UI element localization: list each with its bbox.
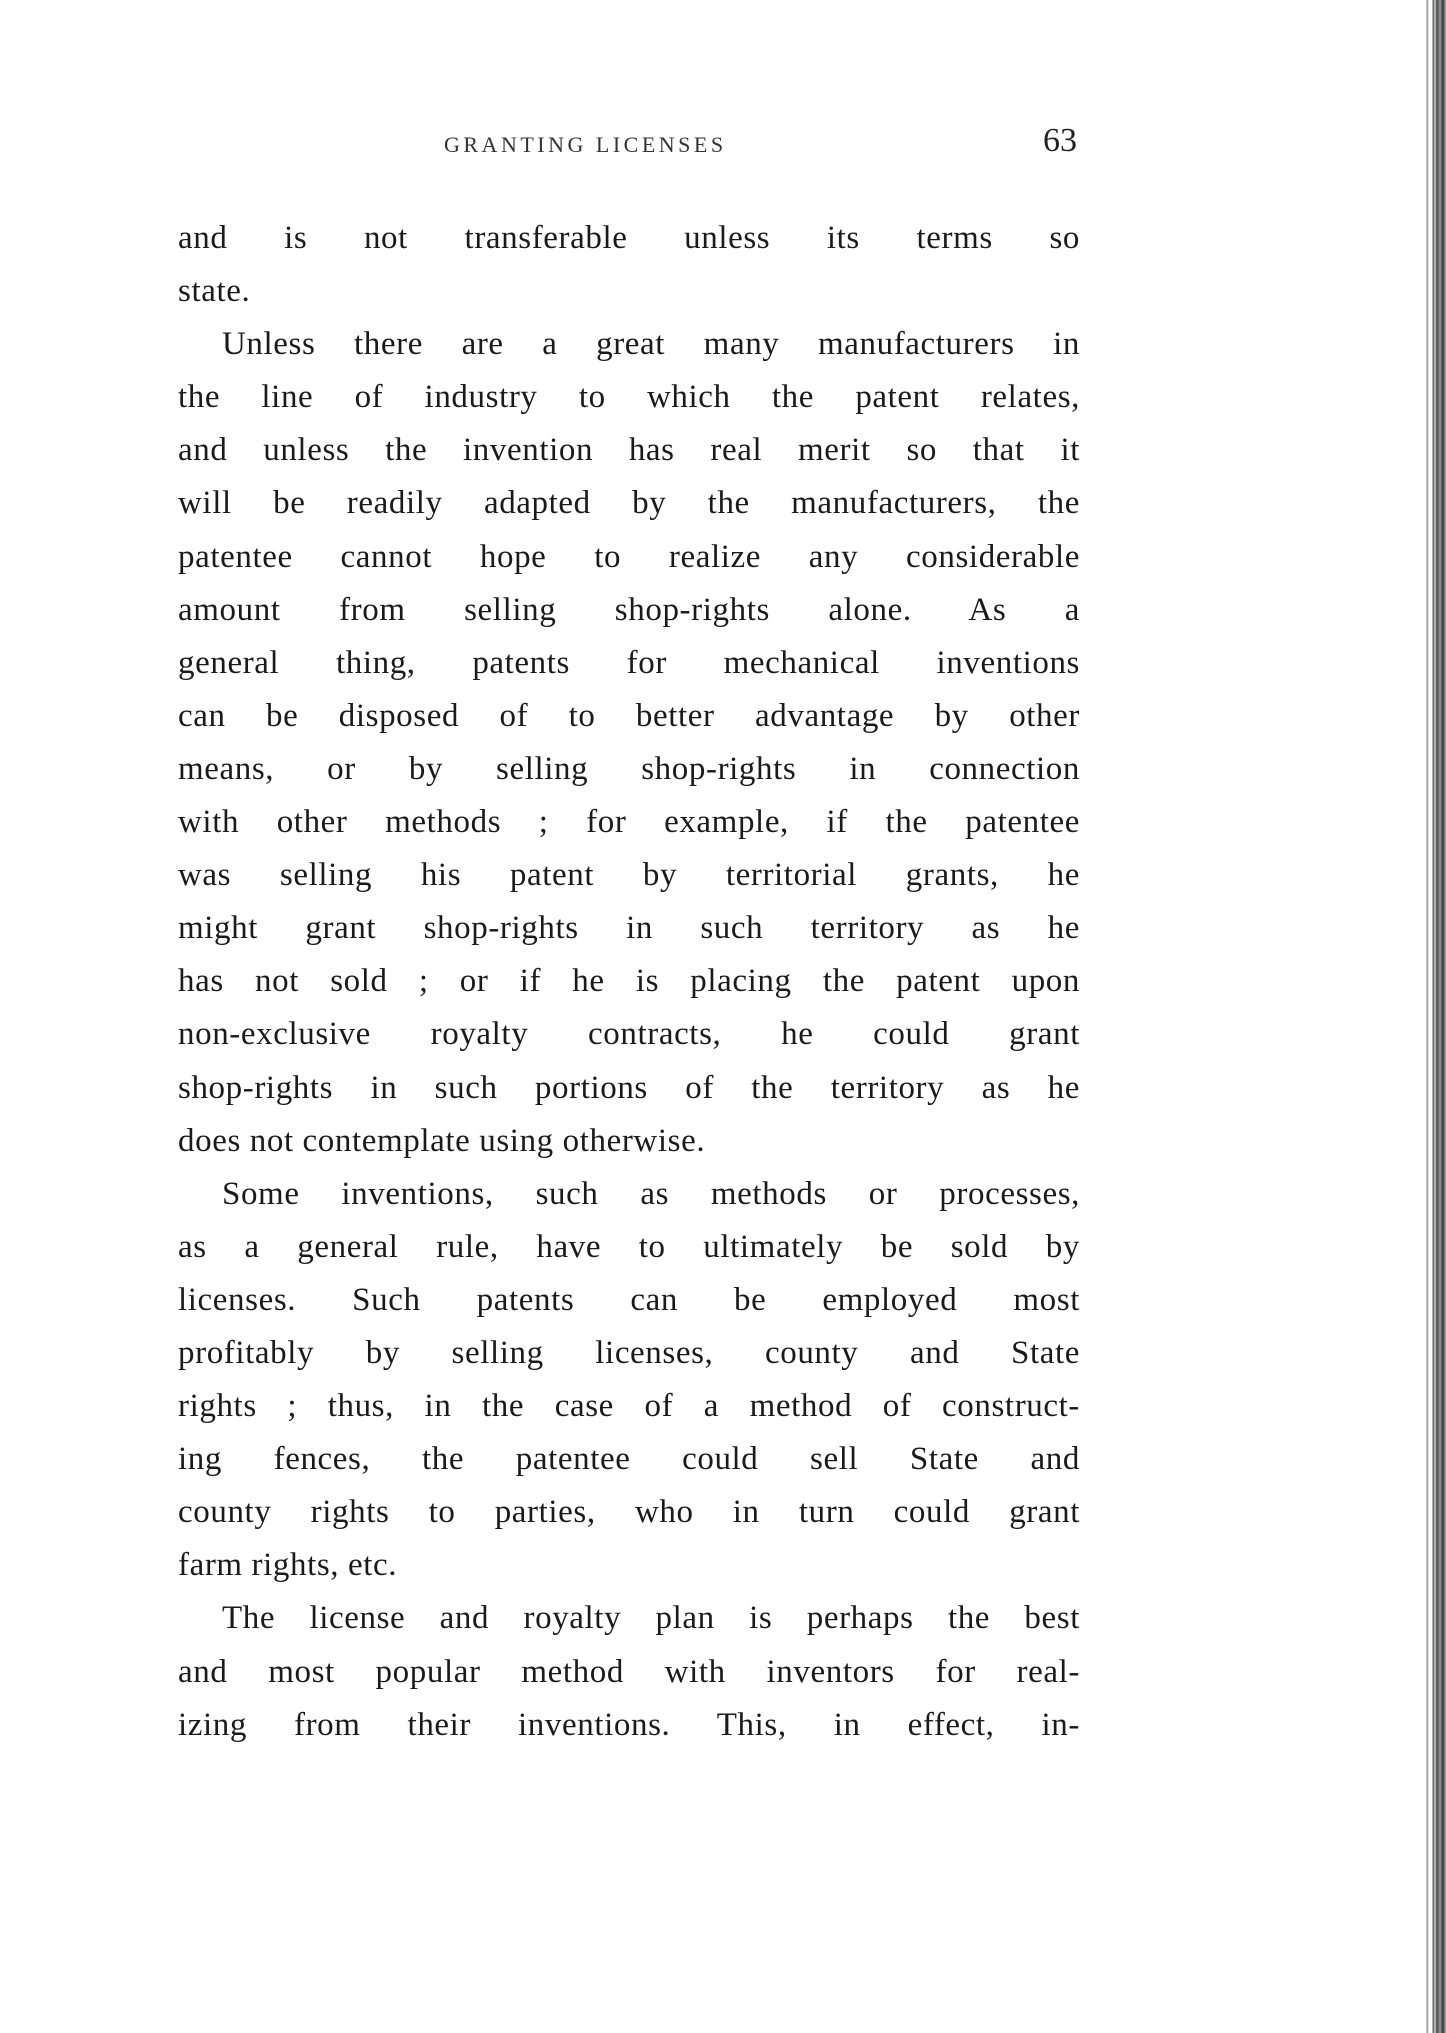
text-line: means, or by selling shop-rights in connection bbox=[178, 750, 1080, 787]
text-line: was selling his patent by territorial grants, he bbox=[178, 857, 1080, 894]
text-line: has not sold ; or if he is placing the patent upon bbox=[178, 963, 1080, 1000]
text-line: with other methods ; for example, if the patentee bbox=[178, 804, 1080, 841]
text-line: general thing, patents for mechanical inventions bbox=[178, 644, 1080, 681]
text-line: and most popular method with inventors for real- bbox=[178, 1653, 1080, 1690]
body-text bbox=[178, 212, 1080, 1752]
text-line: does not contemplate using otherwise. bbox=[178, 1122, 706, 1159]
text-line: county rights to parties, who in turn could grant bbox=[178, 1494, 1080, 1531]
text-line: licenses. Such patents can be employed most bbox=[178, 1281, 1080, 1318]
page-header bbox=[178, 122, 1083, 168]
text-line: ing fences, the patentee could sell State and bbox=[178, 1441, 1080, 1478]
text-line: farm rights, etc. bbox=[178, 1547, 398, 1584]
text-line: shop-rights in such portions of the territory as he bbox=[178, 1069, 1080, 1106]
text-line: Some inventions, such as methods or processes, bbox=[222, 1175, 1080, 1212]
text-line: will be readily adapted by the manufacturers, the bbox=[178, 485, 1080, 522]
text-line: state. bbox=[178, 273, 251, 310]
page-number: 63 bbox=[1043, 122, 1077, 159]
text-line: Unless there are a great many manufacturers in bbox=[222, 326, 1080, 363]
text-line: and is not transferable unless its terms so bbox=[178, 220, 1080, 256]
text-line: can be disposed of to better advantage by other bbox=[178, 697, 1080, 734]
text-line: patentee cannot hope to realize any considerable bbox=[178, 538, 1080, 575]
scan-page-edge bbox=[1416, 0, 1446, 2033]
running-title: GRANTING LICENSES bbox=[444, 132, 727, 157]
text-line: as a general rule, have to ultimately be sold by bbox=[178, 1228, 1080, 1265]
text-line: the line of industry to which the patent relates, bbox=[178, 379, 1080, 416]
text-line: amount from selling shop-rights alone. As a bbox=[178, 591, 1080, 628]
text-line: izing from their inventions. This, in effect, in- bbox=[178, 1706, 1080, 1743]
text-line: profitably by selling licenses, county and State bbox=[178, 1334, 1080, 1371]
text-line: rights ; thus, in the case of a method of construct- bbox=[178, 1388, 1080, 1425]
text-line: and unless the invention has real merit so that it bbox=[178, 432, 1080, 469]
text-line: The license and royalty plan is perhaps the best bbox=[222, 1600, 1080, 1637]
text-line: might grant shop-rights in such territory as he bbox=[178, 910, 1080, 947]
text-line: non-exclusive royalty contracts, he could grant bbox=[178, 1016, 1080, 1053]
